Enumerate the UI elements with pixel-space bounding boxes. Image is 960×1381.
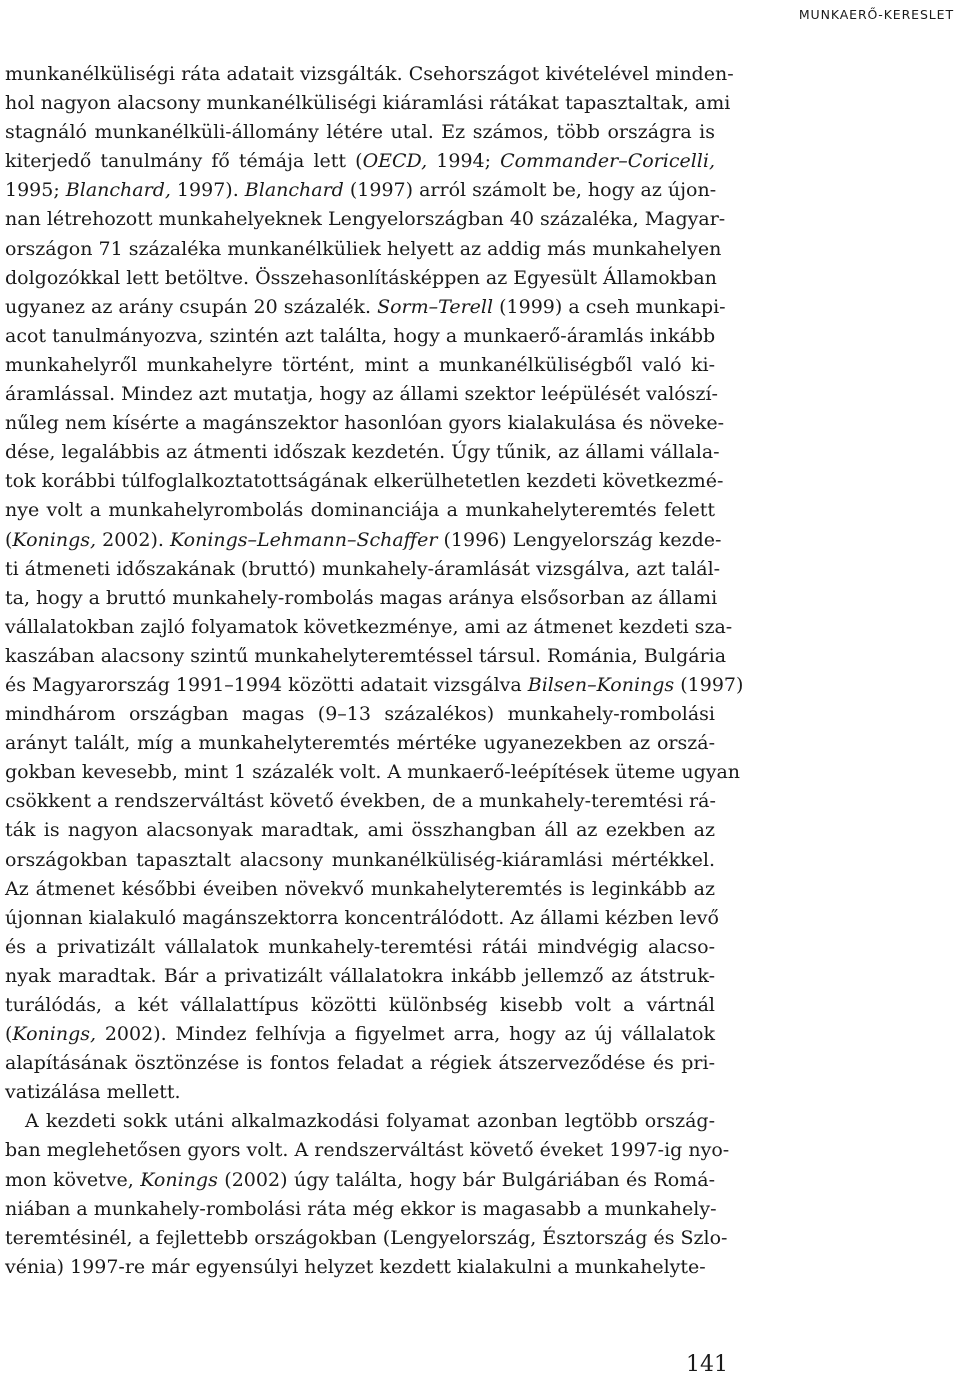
text-line bbox=[5, 351, 715, 380]
text-line bbox=[5, 380, 718, 409]
text-line bbox=[5, 467, 724, 496]
text-run: ta, hogy a bruttó munkahely-rombolás magas aránya elsősorban az állami bbox=[5, 586, 718, 609]
text-line bbox=[5, 584, 718, 613]
text-run: vállalatokban zajló folyamatok következménye, ami az átmenet kezdeti sza- bbox=[5, 615, 733, 638]
text-run: stagnáló munkanélküli-állomány létére utal. Ez számos, több országra is bbox=[5, 121, 715, 144]
text-line bbox=[5, 729, 715, 758]
text-run: alapításának ösztönzése is fontos feladat a régiek átszerveződése és pri- bbox=[5, 1052, 715, 1075]
text-run: és a privatizált vállalatok munkahely-teremtési rátái mindvégig alacso- bbox=[5, 935, 715, 958]
text-line bbox=[5, 758, 741, 787]
citation-author: Konings, bbox=[12, 1023, 97, 1046]
text-run: 2002). bbox=[96, 528, 170, 551]
text-line bbox=[5, 264, 715, 293]
text-run: A kezdeti sokk utáni alkalmazkodási folyamat azonban legtöbb ország- bbox=[25, 1110, 715, 1133]
text-line bbox=[5, 147, 715, 176]
text-run: (2002) úgy találta, hogy bár Bulgáriában és Romá- bbox=[217, 1168, 716, 1191]
text-run: 1997). bbox=[170, 179, 245, 202]
text-run: kiterjedő tanulmány fő témája lett ( bbox=[5, 150, 363, 173]
text-run: országokban tapasztalt alacsony munkanélküliség-kiáramlási mértékkel. bbox=[5, 848, 715, 871]
text-run: niában a munkahely-rombolási ráta még ekkor is magasabb a munkahely- bbox=[5, 1197, 717, 1220]
citation-author: Blanchard, bbox=[65, 179, 171, 202]
text-line bbox=[5, 1195, 715, 1224]
text-line bbox=[5, 526, 722, 555]
text-line bbox=[5, 787, 715, 816]
text-run: és Magyarország 1991–1994 közötti adatait vizsgálva bbox=[5, 673, 528, 696]
text-run: dése, legalábbis az átmenti időszak kezdetén. Úgy tűnik, az állami vállala- bbox=[5, 441, 720, 464]
text-line bbox=[5, 991, 715, 1020]
text-line bbox=[5, 1020, 715, 1049]
running-header: MUNKAERŐ-KERESLET bbox=[798, 7, 954, 22]
citation-author: Sorm–Terell bbox=[377, 295, 494, 318]
text-line bbox=[5, 1253, 715, 1282]
text-run: csökkent a rendszerváltást követő években, de a munkahely-teremtési rá- bbox=[5, 790, 716, 813]
text-line bbox=[5, 118, 715, 147]
text-run: (1999) a cseh munkapi- bbox=[493, 295, 726, 318]
text-run: nűleg nem kísérte a magánszektor hasonlóan gyors kialakulása és növeke- bbox=[5, 412, 725, 435]
text-run: teremtésinél, a fejlettebb országokban (Lengyelország, Észtország és Szlo- bbox=[5, 1226, 728, 1249]
text-line bbox=[5, 1107, 715, 1136]
citation-author: Commander–Coricelli, bbox=[500, 150, 715, 173]
text-line bbox=[5, 904, 719, 933]
text-run: ti átmeneti időszakának (bruttó) munkahely-áramlását vizsgálva, azt talál- bbox=[5, 557, 721, 580]
text-run: ugyanez az arány csupán 20 százalék. bbox=[5, 295, 378, 318]
citation-author: Konings, bbox=[12, 528, 97, 551]
text-run: (1997) arról számolt be, hogy az újon- bbox=[343, 179, 717, 202]
text-run: acot tanulmányozva, szintén azt találta, hogy a munkaerő-áramlás inkább bbox=[5, 324, 716, 347]
text-line bbox=[5, 555, 721, 584]
citation-author: OECD, bbox=[362, 150, 428, 173]
citation-author: Konings–Lehmann–Schaffer bbox=[169, 528, 438, 551]
text-line bbox=[5, 642, 727, 671]
text-line bbox=[5, 846, 715, 875]
text-line bbox=[5, 816, 715, 845]
text-line bbox=[5, 933, 715, 962]
text-line bbox=[5, 176, 715, 205]
text-run: nyak maradtak. Bár a privatizált vállalatokra inkább jellemző az átstruk- bbox=[5, 964, 715, 987]
text-line bbox=[5, 496, 715, 525]
text-run: nye volt a munkahelyrombolás dominanciája a munkahelyteremtés felett bbox=[5, 499, 715, 522]
text-line bbox=[5, 1078, 715, 1107]
text-run: vénia) 1997-re már egyensúlyi helyzet kezdett kialakulni a munkahelyte- bbox=[5, 1255, 706, 1278]
text-run: arányt talált, míg a munkahelyteremtés mértéke ugyanezekben az orszá- bbox=[5, 732, 715, 755]
text-run: áramlással. Mindez azt mutatja, hogy az állami szektor leépülését valószí- bbox=[5, 383, 718, 406]
text-line bbox=[5, 438, 720, 467]
text-run: 1994; bbox=[427, 150, 501, 173]
text-run: mindhárom országban magas (9–13 százalékos) munkahely-rombolási bbox=[5, 703, 715, 726]
text-run: gokban kevesebb, mint 1 százalék volt. A munkaerő-leépítések üteme ugyan bbox=[5, 761, 741, 784]
body-text bbox=[5, 60, 744, 1282]
text-line bbox=[5, 671, 744, 700]
citation-author: Blanchard bbox=[244, 179, 344, 202]
text-run: (1997) bbox=[674, 673, 744, 696]
text-line bbox=[5, 89, 731, 118]
text-run: munkahelyről munkahelyre történt, mint a munkanélküliségből való ki- bbox=[5, 353, 715, 376]
page-number: 141 bbox=[686, 1352, 728, 1377]
text-run: tok korábbi túlfoglalkoztatottságának elkerülhetetlen kezdeti következmé- bbox=[5, 470, 724, 493]
text-line bbox=[5, 613, 733, 642]
text-run: kaszában alacsony szintű munkahelyteremtéssel társul. Románia, Bulgária bbox=[5, 644, 727, 667]
text-run: újonnan kialakuló magánszektorra koncentrálódott. Az állami kézben levő bbox=[5, 906, 719, 929]
text-line bbox=[5, 293, 726, 322]
text-line bbox=[5, 962, 715, 991]
text-run: vatizálása mellett. bbox=[5, 1081, 181, 1104]
text-run: országon 71 százaléka munkanélküliek helyett az addig más munkahelyen bbox=[5, 237, 722, 260]
text-run: munkanélküliségi ráta adatait vizsgálták. Csehországot kivételével minden- bbox=[5, 63, 734, 85]
text-run: ban meglehetősen gyors volt. A rendszerváltást követő éveket 1997-ig nyo- bbox=[5, 1139, 730, 1162]
text-run: 1995; bbox=[5, 179, 66, 202]
text-line bbox=[5, 700, 715, 729]
citation-author: Bilsen–Konings bbox=[527, 673, 675, 696]
text-run: 2002). Mindez felhívja a figyelmet arra, hogy az új vállalatok bbox=[96, 1023, 715, 1046]
text-line bbox=[5, 322, 715, 351]
text-run: turálódás, a két vállalattípus közötti különbség kisebb volt a vártnál bbox=[5, 994, 715, 1016]
text-run: nan létrehozott munkahelyeknek Lengyelországban 40 százaléka, Magyar- bbox=[5, 208, 726, 231]
text-line bbox=[5, 205, 726, 234]
text-run: dolgozókkal lett betöltve. Összehasonlításképpen az Egyesült Államokban bbox=[5, 266, 717, 289]
text-line bbox=[5, 1166, 715, 1195]
text-run: (1996) Lengyelország kezde- bbox=[437, 528, 722, 551]
text-line bbox=[5, 1224, 728, 1253]
text-line bbox=[5, 235, 722, 264]
text-line bbox=[5, 875, 715, 904]
text-line bbox=[5, 1136, 730, 1165]
text-run: hol nagyon alacsony munkanélküliségi kiáramlási rátákat tapasztaltak, ami bbox=[5, 92, 731, 115]
text-run: ták is nagyon alacsonyak maradtak, ami összhangban áll az ezekben az bbox=[5, 819, 715, 842]
text-line bbox=[5, 1049, 715, 1078]
text-line bbox=[5, 60, 734, 89]
text-line bbox=[5, 409, 725, 438]
text-run: ( bbox=[5, 1023, 13, 1046]
text-run: Az átmenet későbbi éveiben növekvő munkahelyteremtés is leginkább az bbox=[5, 877, 715, 900]
text-run: ( bbox=[5, 528, 13, 551]
text-run: mon követve, bbox=[5, 1168, 141, 1191]
citation-author: Konings bbox=[140, 1168, 218, 1191]
